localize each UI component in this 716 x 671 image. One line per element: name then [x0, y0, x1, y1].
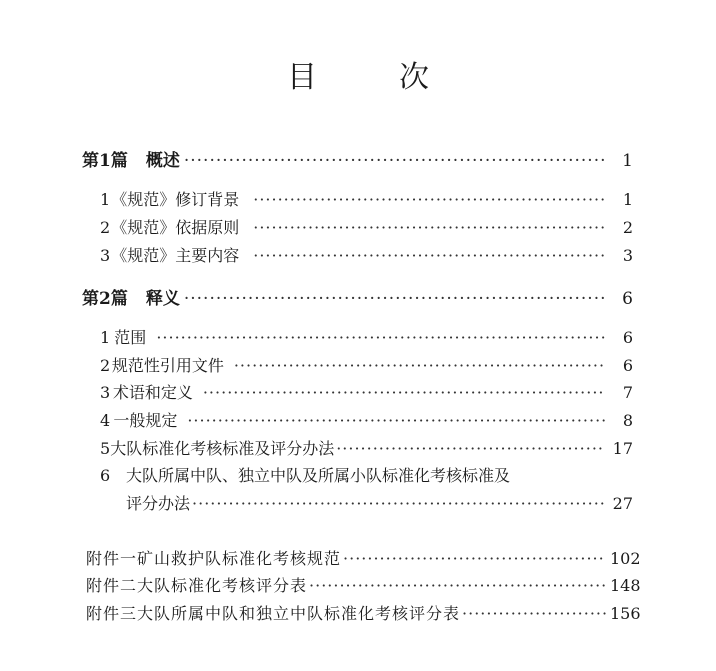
- toc-item-1-2[interactable]: [82, 215, 633, 238]
- item-page: 2: [622, 218, 633, 237]
- appendix-text: 大队标准化考核评分表: [137, 576, 308, 595]
- toc-item-2-1[interactable]: [82, 325, 633, 348]
- item-page: 27: [612, 494, 633, 513]
- dot-leader: [187, 411, 605, 430]
- toc-part-1[interactable]: [82, 146, 633, 171]
- dot-leader: [336, 439, 605, 458]
- toc-title-char-2: 次: [399, 60, 429, 95]
- toc-item-2-3[interactable]: [82, 380, 633, 403]
- item-text: 术语和定义: [112, 383, 193, 402]
- dot-leader: [184, 151, 605, 171]
- toc-item-2-2[interactable]: [82, 353, 633, 376]
- dot-leader: [203, 383, 605, 402]
- dot-leader: [462, 604, 606, 623]
- dot-leader: [184, 289, 605, 309]
- appendix-label: 附件二: [86, 576, 138, 595]
- appendix-text: 矿山救护队标准化考核规范: [137, 549, 342, 568]
- appendix-page: 156: [610, 604, 641, 623]
- toc-item-2-5[interactable]: [82, 436, 633, 459]
- part-1-name: 概述: [145, 151, 180, 171]
- item-text: 规范性引用文件: [111, 356, 224, 375]
- item-text: 大队所属中队、独立中队及所属小队标准化考核标准及: [126, 466, 511, 485]
- toc-appendix-1[interactable]: [86, 546, 641, 569]
- item-page: 1: [622, 190, 633, 209]
- toc-item-1-1[interactable]: [82, 187, 633, 210]
- item-number: 6: [100, 466, 111, 485]
- item-text: 《规范》主要内容: [111, 246, 240, 265]
- toc-item-1-3[interactable]: [82, 243, 633, 266]
- item-number: 2: [100, 218, 111, 237]
- toc-appendix-3[interactable]: [86, 601, 641, 624]
- dot-leader: [253, 190, 605, 209]
- item-number: 3: [100, 383, 111, 402]
- item-text: 一般规定: [113, 411, 178, 430]
- item-page: 7: [622, 383, 633, 402]
- item-number: 3: [100, 246, 111, 265]
- toc-title-char-1: 目: [287, 60, 317, 95]
- toc-appendix-2[interactable]: [86, 573, 641, 596]
- toc-part-2[interactable]: [82, 284, 633, 309]
- appendix-page: 102: [610, 549, 641, 568]
- item-page: 6: [622, 356, 633, 375]
- appendix-text: 大队所属中队和独立中队标准化考核评分表: [137, 604, 461, 623]
- toc-item-2-6[interactable]: [82, 463, 633, 486]
- dot-leader: [156, 328, 605, 347]
- item-page: 17: [612, 439, 633, 458]
- toc-item-2-4[interactable]: [82, 408, 633, 431]
- toc-title: [0, 52, 716, 96]
- part-2-name: 释义: [145, 289, 180, 309]
- item-number: 2: [100, 356, 111, 375]
- dot-leader: [253, 218, 605, 237]
- item-page: 6: [622, 328, 633, 347]
- item-number: 1: [100, 190, 111, 209]
- appendix-label: 附件三: [86, 604, 138, 623]
- item-text-continued: 评分办法: [126, 494, 191, 513]
- part-1-label: 第1篇: [82, 151, 128, 171]
- item-number: 1: [100, 328, 111, 347]
- item-text: 《规范》依据原则: [111, 218, 240, 237]
- item-text: 大队标准化考核标准及评分办法: [110, 439, 335, 458]
- appendix-page: 148: [610, 576, 641, 595]
- part-2-label: 第2篇: [82, 289, 128, 309]
- part-1-page: 1: [622, 151, 633, 171]
- dot-leader: [343, 549, 606, 568]
- appendix-label: 附件一: [86, 549, 138, 568]
- dot-leader: [234, 356, 605, 375]
- item-text: 范围: [114, 328, 147, 347]
- toc-item-2-6-continued[interactable]: [126, 491, 633, 514]
- item-text: 《规范》修订背景: [111, 190, 240, 209]
- item-page: 8: [622, 411, 633, 430]
- item-number: 5: [100, 439, 111, 458]
- item-number: 4: [100, 411, 111, 430]
- dot-leader: [309, 576, 606, 595]
- part-2-page: 6: [622, 289, 633, 309]
- dot-leader: [253, 246, 605, 265]
- item-page: 3: [622, 246, 633, 265]
- dot-leader: [192, 494, 605, 513]
